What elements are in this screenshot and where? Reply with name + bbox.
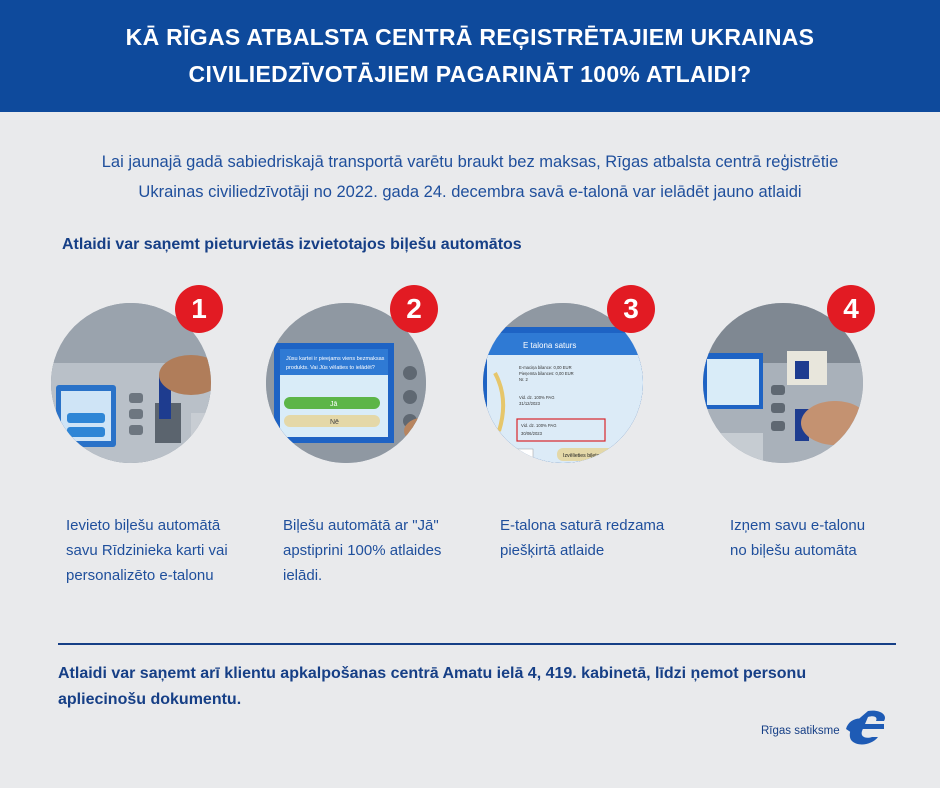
step-2-number-badge: 2 — [390, 285, 438, 333]
screen-text-line: Jūsu kartei ir pieejams viens bezmaksas — [286, 356, 385, 362]
screen-row: Vid. dz. 100% PAG — [521, 423, 557, 428]
step-2-line: Biļešu automātā ar "Jā" — [283, 517, 439, 534]
section-subheading: Atlaidi var saņemt pieturvietās izvietotajos biļešu automātos — [62, 236, 522, 253]
bottom-note — [58, 661, 898, 713]
step-2-description — [283, 513, 473, 588]
step-1-line: personalizēto e-talonu — [66, 567, 214, 584]
rigas-satiksme-logo-icon — [840, 707, 890, 747]
page-title-line-1: KĀ RĪGAS ATBALSTA CENTRĀ REĢISTRĒTAJIEM UKRAINAS — [125, 24, 815, 50]
screen-row: Pieņemta bilances: 0,00 EUR — [519, 371, 574, 376]
screen-row: E-maciņa bilance: 0,00 EUR — [519, 365, 572, 370]
screen-row: Vid. dz. 100% PAG — [519, 395, 555, 400]
screen-row: Nr. 2 — [519, 377, 528, 382]
bottom-note-line-2: apliecinošu dokumentu. — [58, 691, 242, 708]
step-3-number-badge: 3 — [607, 285, 655, 333]
step-3-line: piešķirtā atlaide — [500, 542, 605, 559]
logo-text: Rīgas satiksme — [761, 725, 840, 737]
intro-line-2: Ukrainas civiliedzīvotāji no 2022. gada 24. decembra savā e-talonā var ielādēt jauno atlaidi — [138, 183, 802, 201]
intro-text — [20, 147, 920, 207]
screen-yes-button: Jā — [330, 401, 338, 408]
step-2-line: apstiprini 100% atlaides — [283, 542, 442, 559]
intro-line-1: Lai jaunajā gadā sabiedriskajā transportā varētu braukt bez maksas, Rīgas atbalsta centrā reģistrētie — [101, 153, 839, 171]
step-3-line: E-talona saturā redzama — [500, 517, 665, 534]
step-4-line: Izņem savu e-talonu — [730, 517, 866, 534]
screen-title: E talona saturs — [523, 341, 577, 350]
step-1-description — [66, 513, 256, 588]
step-1-line: savu Rīdzinieka karti vai — [66, 542, 228, 559]
step-4-number-badge: 4 — [827, 285, 875, 333]
screen-text-line: produkts. Vai Jūs vēlaties to ielādēt? — [286, 365, 375, 371]
screen-select-ticket-button: Izvēlieties biļetes veidu — [563, 453, 617, 459]
screen-no-button: Nē — [330, 419, 339, 426]
step-1-number-badge: 1 — [175, 285, 223, 333]
step-3-description — [500, 513, 690, 563]
step-1-line: Ievieto biļešu automātā — [66, 517, 221, 534]
page-title-line-2: CIVILIEDZĪVOTĀJIEM PAGARINĀT 100% ATLAIDI? — [188, 61, 752, 87]
step-2-line: ielādi. — [283, 567, 323, 584]
screen-row: 31/12/2023 — [519, 401, 540, 406]
section-divider — [58, 643, 896, 645]
header-banner — [0, 0, 940, 112]
screen-row: 30/06/2023 — [521, 431, 542, 436]
bottom-note-line-1: Atlaidi var saņemt arī klientu apkalpošanas centrā Amatu ielā 4, 419. kabinetā, līdzi ņemot personu — [58, 665, 807, 682]
step-4-line: no biļešu automāta — [730, 542, 857, 559]
step-4-description — [730, 513, 920, 563]
